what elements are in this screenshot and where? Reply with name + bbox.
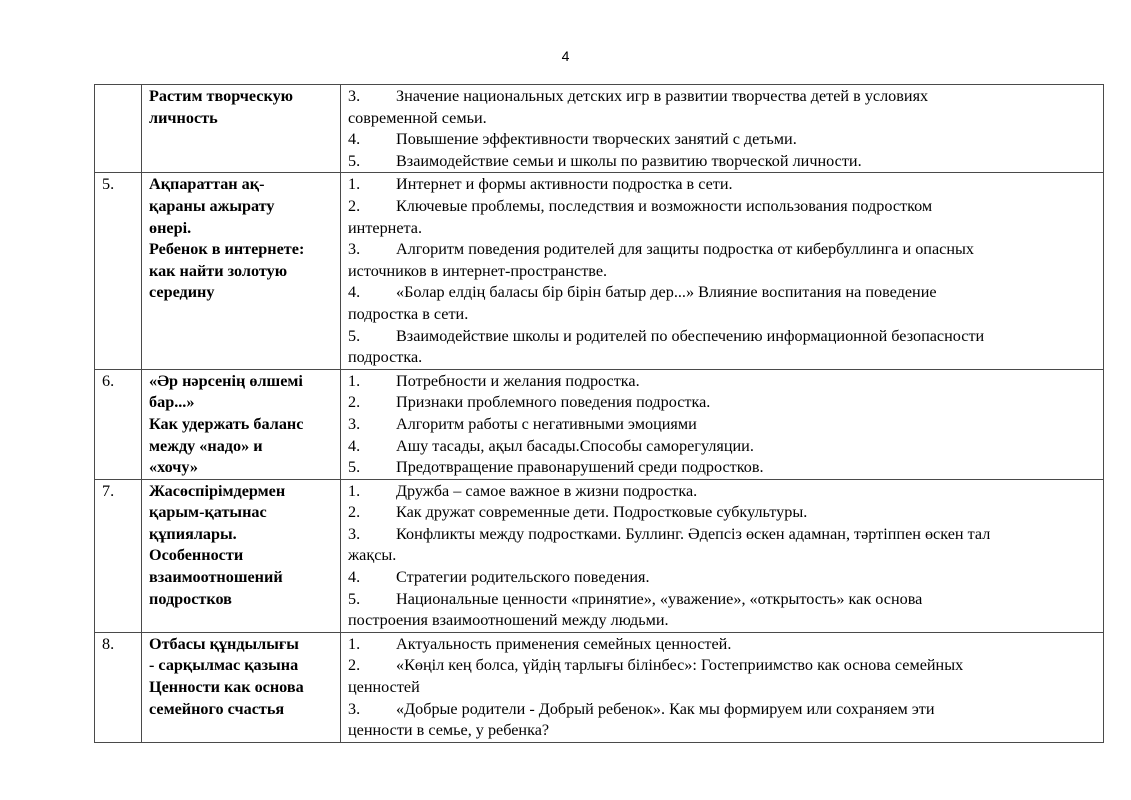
item-line: [348, 524, 1097, 546]
item-line: [348, 304, 1097, 326]
topic-line: Ақпараттан ақ-: [149, 175, 265, 194]
item-line: [348, 436, 1097, 458]
item-line: [348, 282, 1097, 304]
item-line: [348, 720, 1097, 742]
item-text: Алгоритм поведения родителей для защиты подростка от кибербуллинга и опасных: [396, 240, 974, 259]
topic-cell: [142, 369, 341, 479]
item-line: [348, 481, 1097, 503]
item-line: [348, 567, 1097, 589]
topic-line: взаимоотношений: [149, 568, 283, 587]
topic-line: қарым-қатынас: [149, 503, 267, 522]
item-number: 3.: [348, 414, 361, 433]
item-number: 5.: [348, 458, 361, 477]
topic-cell: [142, 173, 341, 369]
item-number: 2.: [348, 196, 361, 215]
item-text: «Добрые родители - Добрый ребенок». Как мы формируем или сохраняем эти: [396, 699, 935, 718]
item-text: Значение национальных детских игр в развитии творчества детей в условиях: [396, 87, 929, 105]
item-line: [348, 239, 1097, 261]
item-text: Потребности и желания подростка.: [396, 371, 640, 390]
topic-line: Ребенок в интернете:: [149, 240, 305, 259]
item-text: жақсы.: [348, 546, 397, 565]
topic-line: қараны ажырату: [149, 196, 275, 215]
topic-line: Растим творческую: [149, 87, 294, 105]
item-text: источников в интернет-пространстве.: [348, 261, 608, 280]
topic-line: құпиялары.: [149, 524, 237, 543]
page-number: 4: [561, 48, 570, 64]
item-number: 4.: [348, 568, 361, 587]
item-text: Предотвращение правонарушений среди подростков.: [396, 458, 764, 477]
items-cell: [341, 85, 1104, 173]
items-cell: [341, 632, 1104, 742]
topic-line: середину: [149, 283, 215, 302]
item-line: [348, 129, 1097, 151]
item-text: Как дружат современные дети. Подростковые субкультуры.: [396, 503, 808, 522]
topic-cell: [142, 479, 341, 632]
item-text: подростка в сети.: [348, 304, 469, 323]
item-text: современной семьи.: [348, 108, 487, 127]
item-number: 1.: [348, 634, 361, 653]
item-number: 3.: [348, 240, 361, 259]
topic-line: бар...»: [149, 393, 195, 412]
item-line: [348, 610, 1097, 632]
item-number: 2.: [348, 503, 361, 522]
item-number: 1.: [348, 481, 361, 500]
item-text: подростка.: [348, 348, 423, 367]
topic-line: Отбасы құндылығы: [149, 634, 299, 653]
item-number: 3.: [348, 699, 361, 718]
topic-line: «Әр нәрсенің өлшемі: [149, 371, 303, 390]
topic-cell: [142, 85, 341, 173]
items-cell: [341, 369, 1104, 479]
item-text: «Болар елдің баласы бір бірін батыр дер...» Влияние воспитания на поведение: [396, 283, 937, 302]
item-number: 5.: [348, 326, 361, 345]
item-line: [348, 86, 1097, 108]
item-text: построения взаимоотношений между людьми.: [348, 611, 669, 630]
table-row: [95, 479, 1104, 632]
item-number: 2.: [348, 393, 361, 412]
item-number: 3.: [348, 524, 361, 543]
table-row: [95, 173, 1104, 369]
topic-line: подростков: [149, 589, 232, 608]
item-line: [348, 699, 1097, 721]
topic-cell: [142, 632, 341, 742]
item-text: интернета.: [348, 218, 423, 237]
row-number: [95, 85, 142, 173]
item-text: Интернет и формы активности подростка в сети.: [396, 175, 733, 194]
item-text: Ключевые проблемы, последствия и возможности использования подростком: [396, 196, 933, 215]
program-table: [94, 84, 1104, 743]
item-text: «Көңіл кең болса, үйдің тарлығы білінбес»: Гостеприимство как основа семейных: [396, 656, 964, 675]
item-number: 3.: [348, 87, 361, 105]
topic-line: Как удержать баланс: [149, 414, 304, 433]
item-line: [348, 677, 1097, 699]
topic-line: Особенности: [149, 546, 244, 565]
topic-line: өнері.: [149, 218, 192, 237]
topic-line: личность: [149, 108, 218, 127]
item-line: [348, 347, 1097, 369]
item-text: Стратегии родительского поведения.: [396, 568, 650, 587]
topic-line: «хочу»: [149, 458, 198, 477]
item-number: 2.: [348, 656, 361, 675]
table-body: [95, 85, 1104, 743]
item-line: [348, 502, 1097, 524]
item-text: Конфликты между подростками. Буллинг. Әдепсіз өскен адамнан, тәртіппен өскен тал: [396, 524, 991, 543]
row-number: 5.: [95, 173, 142, 369]
item-text: Дружба – самое важное в жизни подростка.: [396, 481, 698, 500]
item-text: ценностей: [348, 678, 420, 697]
table-row: [95, 85, 1104, 173]
item-line: [348, 218, 1097, 240]
table-row: [95, 369, 1104, 479]
topic-line: - сарқылмас қазына: [149, 656, 299, 675]
topic-line: Жасөспірімдермен: [149, 481, 286, 500]
item-number: 5.: [348, 151, 361, 170]
row-number: 6.: [95, 369, 142, 479]
item-number: 4.: [348, 283, 361, 302]
item-text: Признаки проблемного поведения подростка.: [396, 393, 711, 412]
item-text: Ашу тасады, ақыл басады.Способы саморегуляции.: [396, 436, 754, 455]
item-line: [348, 371, 1097, 393]
item-line: [348, 261, 1097, 283]
topic-line: как найти золотую: [149, 261, 288, 280]
item-text: Национальные ценности «принятие», «уважение», «открытость» как основа: [396, 589, 923, 608]
item-line: [348, 414, 1097, 436]
item-number: 4.: [348, 436, 361, 455]
items-cell: [341, 173, 1104, 369]
item-text: Взаимодействие школы и родителей по обеспечению информационной безопасности: [396, 326, 985, 345]
item-number: 5.: [348, 589, 361, 608]
item-line: [348, 589, 1097, 611]
item-line: [348, 151, 1097, 173]
row-number: 8.: [95, 632, 142, 742]
item-line: [348, 457, 1097, 479]
item-text: Повышение эффективности творческих занятий с детьми.: [396, 130, 797, 149]
topic-line: между «надо» и: [149, 436, 263, 455]
items-cell: [341, 479, 1104, 632]
item-line: [348, 326, 1097, 348]
item-number: 1.: [348, 371, 361, 390]
item-number: 4.: [348, 130, 361, 149]
topic-line: семейного счастья: [149, 699, 285, 718]
item-line: [348, 108, 1097, 130]
table-row: [95, 632, 1104, 742]
item-line: [348, 545, 1097, 567]
item-line: [348, 196, 1097, 218]
item-line: [348, 392, 1097, 414]
topic-line: Ценности как основа: [149, 678, 304, 697]
item-line: [348, 634, 1097, 656]
item-text: ценности в семье, у ребенка?: [348, 721, 550, 740]
item-text: Алгоритм работы с негативными эмоциями: [396, 414, 697, 433]
item-text: Актуальность применения семейных ценностей.: [396, 634, 732, 653]
row-number: 7.: [95, 479, 142, 632]
item-text: Взаимодействие семьи и школы по развитию творческой личности.: [396, 151, 862, 170]
item-line: [348, 655, 1097, 677]
item-line: [348, 174, 1097, 196]
item-number: 1.: [348, 175, 361, 194]
